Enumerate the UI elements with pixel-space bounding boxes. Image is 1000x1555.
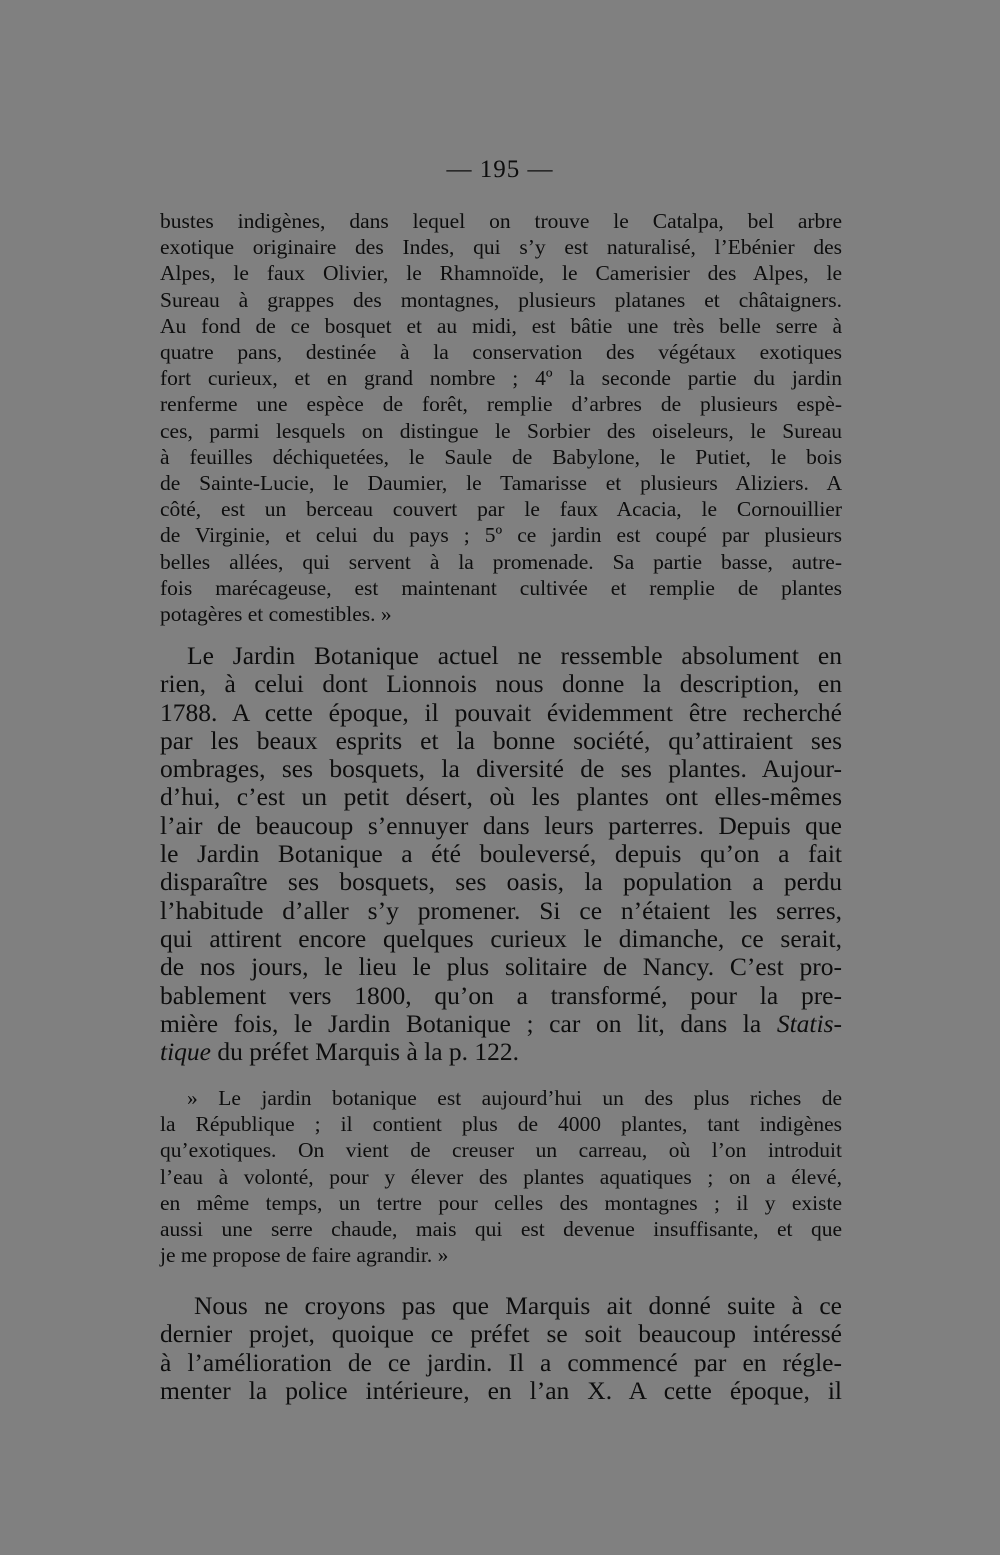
text-line: Alpes, le faux Olivier, le Rhamnoïde, le Camerisier des Alpes, le [160,261,842,286]
text-line: l’air de beaucoup s’ennuyer dans leurs parterres. Depuis que [160,810,842,840]
body-paragraph [160,1292,842,1405]
text-line: Au fond de ce bosquet et au midi, est bâtie une très belle serre à [160,313,842,338]
quoted-passage [160,1085,842,1268]
italic-title-part: Statis- [776,1008,842,1038]
text-line: fort curieux, et en grand nombre ; 4º la seconde partie du jardin [160,366,842,391]
text-line: belles allées, qui servent à la promenade. Sa partie basse, autre- [160,549,842,574]
quoted-passage-continued [160,208,842,627]
text-line: ombrages, ses bosquets, la diversité de ses plantes. Aujour- [160,754,842,784]
text-line: disparaître ses bosquets, ses oasis, la population a perdu [160,867,842,897]
text-line: la République ; il contient plus de 4000 plantes, tant indigènes [160,1112,842,1137]
text-line: à l’amélioration de ce jardin. Il a commencé par en régle- [160,1347,842,1377]
text-line: rien, à celui dont Lionnois nous donne la description, en [160,669,842,699]
text-line: l’habitude d’aller s’y promener. Si ce n’étaient les serres, [160,895,842,925]
text-line: Nous ne croyons pas que Marquis ait donné suite à ce [194,1291,842,1320]
text-line: de nos jours, le lieu le plus solitaire de Nancy. C’est pro- [160,952,842,982]
text-segment: du préfet Marquis à la p. 122. [211,1037,520,1067]
text-line: de Sainte-Lucie, le Daumier, le Tamarisse et plusieurs Aliziers. A [160,471,842,496]
page-number: — 195 — [446,156,554,183]
text-line: côté, est un berceau couvert par le faux Acacia, le Cornouillier [160,497,842,522]
text-line: d’hui, c’est un petit désert, où les plantes ont elles-mêmes [160,782,842,812]
text-line: je me propose de faire agrandir. » [160,1243,449,1268]
text-line: 1788. A cette époque, il pouvait évidemment être recherché [160,697,842,727]
text-line: ces, parmi lesquels on distingue le Sorbier des oiseleurs, le Sureau [160,418,842,443]
text-line: l’eau à volonté, pour y élever des plantes aquatiques ; on a élevé, [160,1164,842,1189]
text-line: qu’exotiques. On vient de creuser un carreau, où l’on introduit [160,1138,842,1163]
text-line: menter la police intérieure, en l’an X. A cette époque, il [160,1375,842,1405]
body-paragraph [160,642,842,1066]
text-line: dernier projet, quoique ce préfet se soit beaucoup intéressé [160,1319,842,1349]
italic-title-part: tique [160,1037,211,1067]
text-line: Le Jardin Botanique actuel ne ressemble absolument en [187,641,842,670]
text-line: aussi une serre chaude, mais qui est devenue insuffisante, et que [160,1217,842,1242]
text-line: de Virginie, et celui du pays ; 5º ce jardin est coupé par plusieurs [160,523,842,548]
text-line: renferme une espèce de forêt, remplie d’arbres de plusieurs espè- [160,392,842,417]
text-line [160,1010,842,1038]
text-line [160,1038,842,1066]
text-line: en même temps, un tertre pour celles des montagnes ; il y existe [160,1190,842,1215]
text-line: » Le jardin botanique est aujourd’hui un des plus riches de [187,1086,842,1110]
text-line: le Jardin Botanique a été bouleversé, depuis qu’on a fait [160,839,842,869]
text-line: à feuilles déchiquetées, le Saule de Babylone, le Putiet, le bois [160,444,842,469]
text-line: fois marécageuse, est maintenant cultivée et remplie de plantes [160,575,842,600]
text-line: Sureau à grappes des montagnes, plusieurs platanes et châtaigners. [160,287,842,312]
text-line: qui attirent encore quelques curieux le dimanche, ce serait, [160,923,842,953]
text-line: potagères et comestibles. » [160,602,392,627]
text-line: bablement vers 1800, qu’on a transformé, pour la pre- [160,980,842,1010]
text-line: exotique originaire des Indes, qui s’y est naturalisé, l’Ebénier des [160,235,842,260]
text-segment: mière fois, le Jardin Botanique ; car on lit, dans la [160,1008,762,1038]
text-line: bustes indigènes, dans lequel on trouve le Catalpa, bel arbre [160,209,842,233]
text-line: quatre pans, destinée à la conservation des végétaux exotiques [160,340,842,365]
text-line: par les beaux esprits et la bonne société, qu’attiraient ses [160,725,842,755]
